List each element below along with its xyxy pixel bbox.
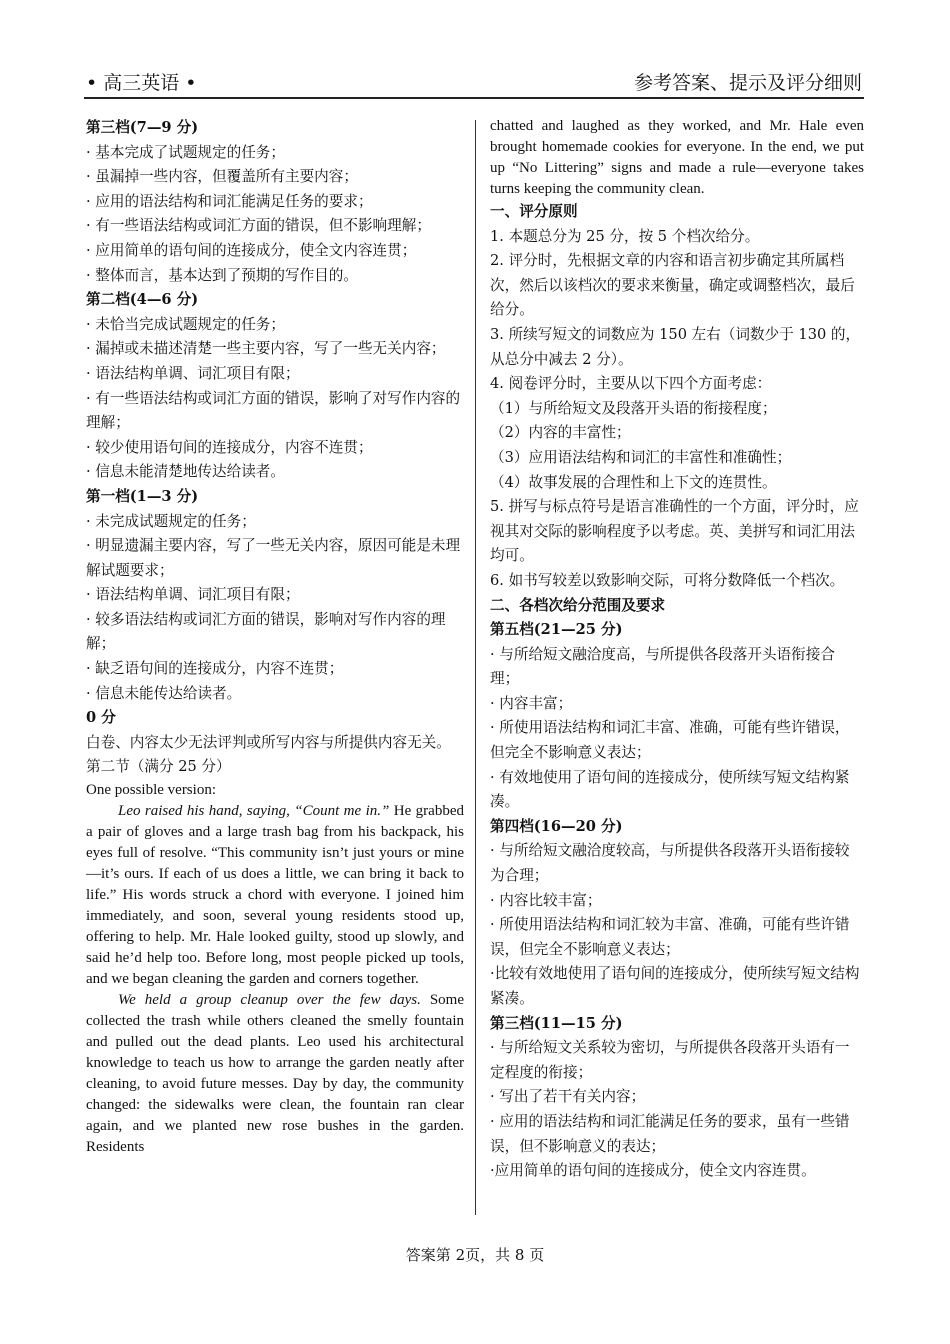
grade1-item: · 语法结构单调、词汇项目有限；	[86, 586, 300, 604]
level5-item: · 所使用语法结构和词汇丰富、准确，可能有些许错误，但完全不影响意义表达；	[490, 719, 850, 762]
level4-item: · 所使用语法结构和词汇较为丰富、准确，可能有些许错误，但完全不影响意义表达；	[490, 916, 850, 958]
level3-title: 第三档(11—15 分)	[490, 1014, 623, 1032]
version-label: One possible version:	[86, 782, 216, 799]
grade2-item: · 有一些语法结构或词汇方面的错误，影响了对写作内容的理解；	[86, 389, 461, 432]
grade2-item: · 漏掉或未描述清楚一些主要内容，写了一些无关内容；	[86, 340, 446, 358]
level5-item: · 有效地使用了语句间的连接成分，使所续写短文结构紧凑。	[490, 768, 850, 811]
level3-item: · 应用的语法结构和词汇能满足任务的要求，虽有一些错误，但不影响意义的表达；	[490, 1112, 850, 1155]
grade3-item: · 有一些语法结构或词汇方面的错误，但不影响理解；	[86, 217, 431, 235]
grade3-item: · 应用简单的语句间的连接成分，使全文内容连贯；	[86, 241, 417, 259]
grade1-item: · 明显遗漏主要内容，写了一些无关内容，原因可能是未理解试题要求；	[86, 537, 461, 579]
principle-item: 5. 拼写与标点符号是语言准确性的一个方面，评分时，应视其对交际的影响程度予以考虑。英、美拼写和词汇用法均可。	[490, 498, 859, 565]
header-subject: • 高三英语 •	[86, 72, 197, 94]
principle-item: （3）应用语法结构和词汇的丰富性和准确性；	[490, 448, 792, 466]
level5-item: · 内容丰富；	[490, 694, 573, 712]
principle-item: （4）故事发展的合理性和上下文的连贯性。	[490, 473, 777, 491]
principle-item: （1）与所给短文及段落开头语的衔接程度；	[490, 399, 777, 417]
grade2-item: · 语法结构单调、词汇项目有限；	[86, 364, 300, 382]
paragraph-1-opening: Leo raised his hand, saying, “Count me in.”	[118, 803, 390, 820]
grade1-item: · 缺乏语句间的连接成分，内容不连贯；	[86, 660, 344, 678]
header-rule	[84, 97, 864, 99]
header-title: 参考答案、提示及评分细则	[633, 72, 862, 94]
principles-title: 一、评分原则	[490, 203, 578, 220]
level3-item: ·应用简单的语句间的连接成分，使全文内容连贯。	[490, 1162, 816, 1180]
level5-item: · 与所给短文融洽度高，与所提供各段落开头语衔接合理；	[490, 645, 835, 688]
level4-item: ·比较有效地使用了语句间的连接成分，使所续写短文结构紧凑。	[490, 965, 860, 1007]
grade0-text: 白卷、内容太少无法评判或所写内容与所提供内容无关。	[86, 733, 451, 751]
level3-item: · 写出了若干有关内容；	[490, 1088, 646, 1106]
grade1-item: · 信息未能传达给读者。	[86, 684, 242, 702]
paragraph-2-opening: We held a group cleanup over the few days.	[118, 992, 421, 1009]
level3-item: · 与所给短文关系较为密切，与所提供各段落开头语有一定程度的衔接；	[490, 1039, 850, 1081]
right-column	[490, 116, 864, 1184]
grade3-item: · 应用的语法结构和词汇能满足任务的要求；	[86, 192, 373, 210]
section2-title: 第二节（满分 25 分）	[86, 758, 231, 776]
essay-paragraph-2	[86, 990, 464, 1158]
grade2-item: · 信息未能清楚地传达给读者。	[86, 463, 285, 481]
grade1-item: · 未完成试题规定的任务；	[86, 512, 256, 530]
left-column	[86, 116, 464, 1158]
level5-title: 第五档(21—25 分)	[490, 621, 623, 639]
column-divider	[475, 120, 476, 1215]
grade2-item: · 较少使用语句间的连接成分，内容不连贯；	[86, 438, 373, 456]
principle-item: 4. 阅卷评分时，主要从以下四个方面考虑：	[490, 375, 772, 393]
grade3-item: · 整体而言，基本达到了预期的写作目的。	[86, 266, 358, 284]
level4-item: · 与所给短文融洽度较高，与所提供各段落开头语衔接较为合理；	[490, 842, 850, 885]
essay-continuation: chatted and laughed as they worked, and Mr. Hale even brought homemade cookies for everyone. In the end, we put up “No Littering” signs and made a rule—everyone takes turns keeping the community clean.	[490, 118, 864, 197]
principle-item: （2）内容的丰富性；	[490, 424, 631, 442]
principle-item: 6. 如书写较差以致影响交际，可将分数降低一个档次。	[490, 571, 845, 589]
principle-item: 1. 本题总分为 25 分，按 5 个档次给分。	[490, 227, 760, 245]
paragraph-2-body: Some collected the trash while others cleaned the smelly fountain and pulled out the dead plants. Leo used his architectural knowledge to teach us how to arrange the garden neatly after cleaning, to avoid future messes. Day by day, the community changed: the sidewalks were clean, the fountain ran clear again, and we planted new rose bushes in the garden. Residents	[86, 992, 465, 1156]
grade3-item: · 虽漏掉一些内容，但覆盖所有主要内容；	[86, 168, 358, 186]
level4-title: 第四档(16—20 分)	[490, 817, 623, 835]
level4-item: · 内容比较丰富；	[490, 891, 602, 909]
paragraph-1-body: He grabbed a pair of gloves and a large trash bag from his backpack, his eyes full of resolve. “This community isn’t just yours or mine—it’s ours. If each of us does a little, we can bring it back to life.” His words struck a chord with everyone. I joined him immediately, and soon, several young residents stood up, offering to help. Mr. Hale looked guilty, stood up slowly, and said he’d help too. Before long, most people picked up tools, and we began cleaning the garden and corners together.	[86, 803, 464, 988]
grade0-title: 0 分	[86, 709, 116, 727]
essay-paragraph-1	[86, 801, 464, 990]
grade3-item: · 基本完成了试题规定的任务；	[86, 143, 285, 161]
page-footer: 答案第 2页，共 8 页	[405, 1246, 545, 1264]
levels-title: 二、各档次给分范围及要求	[490, 596, 666, 614]
grade2-title: 第二档(4—6 分)	[86, 291, 199, 309]
grade1-title: 第一档(1—3 分)	[86, 487, 199, 505]
grade3-title: 第三档(7—9 分)	[86, 119, 199, 136]
grade1-item: · 较多语法结构或词汇方面的错误，影响对写作内容的理解；	[86, 610, 446, 653]
grade2-item: · 未恰当完成试题规定的任务；	[86, 315, 285, 333]
principle-item: 2. 评分时，先根据文章的内容和语言初步确定其所属档次，然后以该档次的要求来衡量，确定或调整档次，最后给分。	[490, 252, 855, 319]
principle-item: 3. 所续写短文的词数应为 150 左右（词数少于 130 的，从总分中减去 2 分）。	[490, 325, 861, 368]
